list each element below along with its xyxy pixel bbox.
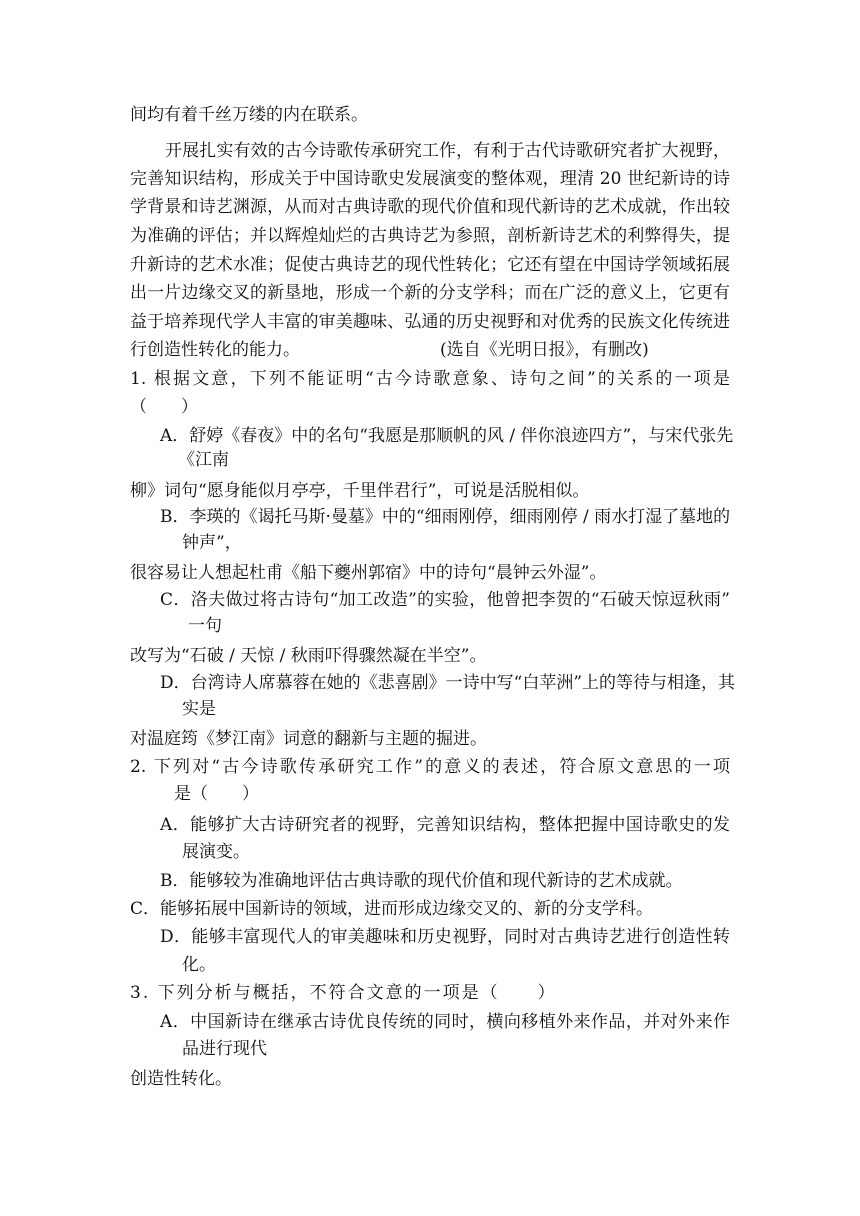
q3-option-a: A．中国新诗在继承古诗优良传统的同时，横向移植外来作品，并对外来作	[160, 1012, 730, 1032]
q2-option-a: A．能够扩大古诗研究者的视野，完善知识结构，整体把握中国诗歌史的发	[160, 815, 730, 835]
passage-line: 完善知识结构，形成关于中国诗歌史发展演变的整体观，理清 20 世纪新诗的诗	[130, 169, 730, 189]
q1-option-c: 改写为“石破 / 天惊 / 秋雨吓得骤然凝在半空”。	[130, 646, 487, 666]
q1-option-d: D．台湾诗人席慕蓉在她的《悲喜剧》一诗中写“白苹洲”上的等待与相逢，其	[160, 673, 736, 693]
q1-option-c: 一句	[188, 616, 222, 636]
q1-option-b: 很容易让人想起杜甫《船下夔州郭宿》中的诗句“晨钟云外湿”。	[130, 563, 607, 583]
passage-line: 为准确的评估；并以辉煌灿烂的古典诗艺为参照，剖析新诗艺术的利弊得失，提	[130, 226, 730, 246]
passage-line: 学背景和诗艺渊源，从而对古典诗歌的现代价值和现代新诗的艺术成就，作出较	[130, 197, 730, 217]
q1-option-d: 实是	[182, 699, 216, 719]
passage-line: 益于培养现代学人丰富的审美趣味、弘通的历史视野和对优秀的民族文化传统进	[130, 312, 730, 332]
passage-line: 行创造性转化的能力。	[130, 340, 300, 360]
q1-option-c: C．洛夫做过将古诗句“加工改造”的实验，他曾把李贺的“石破天惊逗秋雨”	[160, 590, 730, 610]
q1-option-a: A．舒婷《春夜》中的名句“我愿是那顺帆的风 / 伴你浪迹四方”，与宋代张先	[160, 426, 734, 446]
q1-option-a: 《江南	[178, 450, 229, 470]
passage-line: 升新诗的艺术水准；促使古典诗艺的现代性转化；它还有望在中国诗学领域拓展	[130, 255, 730, 275]
question-1-stem: 1. 根据文意，下列不能证明“古今诗歌意象、诗句之间”的关系的一项是	[130, 369, 730, 389]
passage-line: 出一片边缘交叉的新垦地，形成一个新的分支学科；而在广泛的意义上，它更有	[130, 283, 730, 303]
q1-option-b: B．李瑛的《谒托马斯·曼墓》中的“细雨刚停，细雨刚停 / 雨水打湿了墓地的	[160, 507, 731, 527]
passage-line: 开展扎实有效的古今诗歌传承研究工作，有利于古代诗歌研究者扩大视野，	[165, 141, 730, 161]
q1-option-a: 柳》词句“愿身能似月亭亭，千里伴君行”，可说是活脱相似。	[130, 481, 590, 501]
q2-option-d: 化。	[182, 955, 216, 975]
source-citation: (选自《光明日报》，有删改)	[440, 340, 649, 360]
q2-option-c: C．能够拓展中国新诗的领域，进而形成边缘交叉的、新的分支学科。	[130, 899, 654, 919]
q2-option-a: 展演变。	[182, 842, 250, 862]
q3-option-a: 品进行现代	[182, 1039, 267, 1059]
question-3-stem: 3. 下列分析与概括，不符合文意的一项是（ ）	[130, 983, 557, 1003]
q3-option-a: 创造性转化。	[130, 1069, 232, 1089]
question-2-stem: 是（ ）	[174, 784, 259, 804]
passage-line: 间均有着千丝万缕的内在联系。	[130, 105, 368, 125]
q2-option-b: B．能够较为准确地评估古典诗歌的现代价值和现代新诗的艺术成就。	[160, 871, 683, 891]
question-2-stem: 2. 下列对“古今诗歌传承研究工作”的意义的表述，符合原文意思的一项	[130, 757, 730, 777]
q2-option-d: D．能够丰富现代人的审美趣味和历史视野，同时对古典诗艺进行创造性转	[160, 927, 730, 947]
q1-option-b: 钟声”，	[182, 533, 242, 553]
q1-option-d: 对温庭筠《梦江南》词意的翻新与主题的掘进。	[130, 729, 487, 749]
question-1-stem: （ ）	[130, 397, 198, 417]
